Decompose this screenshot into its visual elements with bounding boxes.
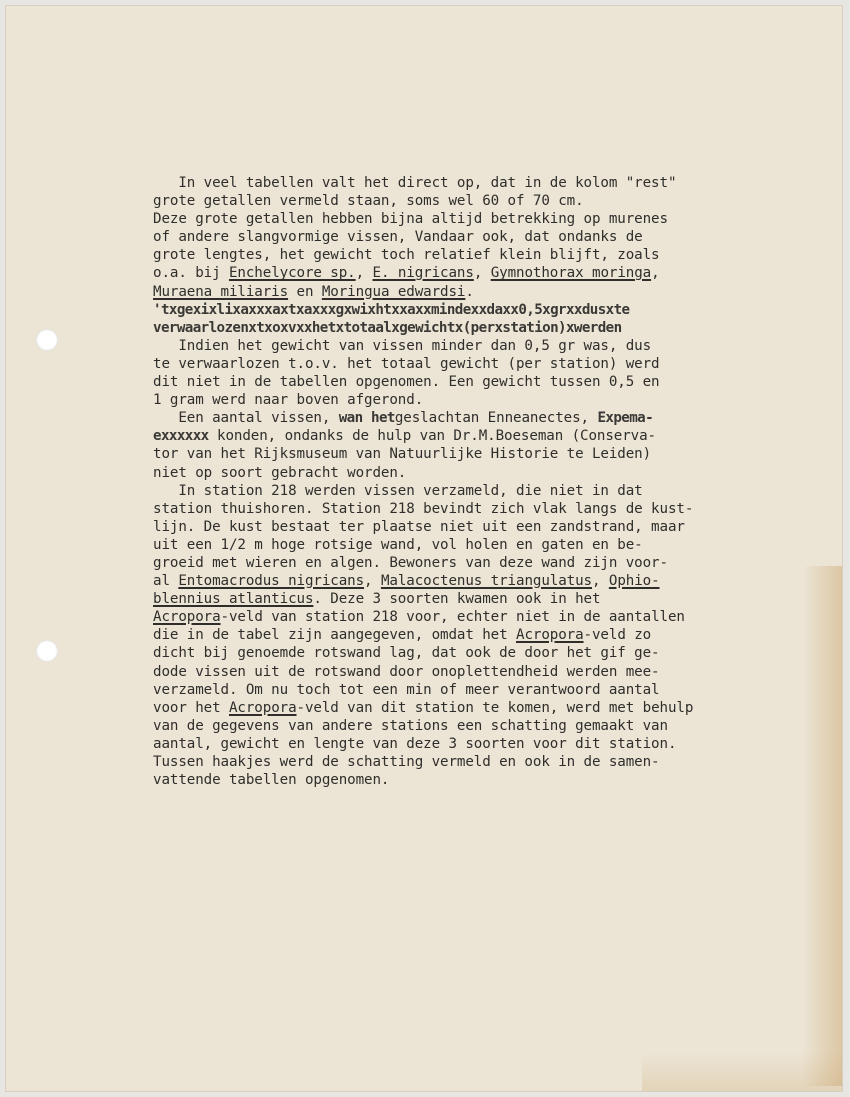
text-segment: van de gegevens van andere stations een schatting gemaakt van [153, 717, 668, 734]
typewritten-text [153, 174, 813, 789]
text-segment: In veel tabellen valt het direct op, dat in de kolom "rest" [153, 175, 677, 191]
text-line [153, 464, 813, 482]
text-line [153, 228, 813, 246]
text-line [153, 210, 813, 228]
text-line [153, 409, 813, 427]
text-line [153, 771, 813, 789]
text-line [153, 518, 813, 536]
text-line [153, 301, 813, 319]
text-segment: grote lengtes, het gewicht toch relatief klein blijft, zoals [153, 247, 660, 264]
text-segment: aantal, gewicht en lengte van deze 3 soorten voor dit station. [153, 735, 677, 752]
text-segment: lijn. De kust bestaat ter plaatse niet uit een zandstrand, maar [153, 518, 685, 535]
text-segment: , [651, 265, 660, 282]
text-segment: dode vissen uit de rotswand door onoplettendheid werden mee- [153, 663, 660, 680]
text-segment: Een aantal vissen, [153, 410, 339, 427]
struck-out-text: verwaarlozenxtxoxvxxhetxtotaalxgewichtx(perxstation)xwerden [153, 319, 622, 336]
text-line [153, 717, 813, 735]
text-segment: voor het [153, 699, 229, 716]
text-line [153, 427, 813, 445]
text-line [153, 500, 813, 518]
text-segment: vattende tabellen opgenomen. [153, 772, 390, 789]
text-segment: -veld van station 218 voor, echter niet in de aantallen [220, 609, 685, 626]
text-line [153, 319, 813, 337]
species-name: blennius atlanticus [153, 591, 314, 608]
text-segment: geslachtan Enneanectes, [394, 410, 598, 427]
text-segment: al [153, 573, 179, 590]
text-segment: , [591, 573, 609, 590]
text-line [153, 554, 813, 572]
text-segment: dicht bij genoemde rotswand lag, dat ook de door het gif ge- [153, 645, 660, 662]
text-segment: -veld van dit station te komen, werd met behulp [296, 699, 694, 716]
species-name: Enchelycore sp. [228, 265, 356, 282]
text-line [153, 536, 813, 554]
text-segment: of andere slangvormige vissen, Vandaar ook, dat ondanks de [153, 229, 643, 246]
text-segment: In station 218 werden vissen verzameld, die niet in dat [153, 482, 643, 499]
struck-out-text: Expema- [597, 410, 654, 427]
text-segment: en [288, 283, 322, 300]
text-segment: station thuishoren. Station 218 bevindt zich vlak langs de kust- [153, 500, 694, 517]
text-line [153, 355, 813, 373]
text-line [153, 337, 813, 355]
text-line [153, 663, 813, 681]
paper-stain-bottom [642, 1051, 842, 1091]
text-segment: . Deze 3 soorten kwamen ook in het [313, 591, 601, 608]
text-segment: , [473, 265, 491, 282]
text-segment: , [355, 265, 373, 282]
text-segment: grote getallen vermeld staan, soms wel 60 of 70 cm. [153, 193, 584, 210]
text-segment: groeid met wieren en algen. Bewoners van deze wand zijn voor- [153, 554, 668, 571]
text-segment: die in de tabel zijn aangegeven, omdat het [153, 627, 516, 644]
text-line [153, 373, 813, 391]
text-line [153, 644, 813, 662]
struck-out-text: 'txgexixlixaxxxaxtxaxxxgxwixhtxxaxxmindexxdaxx0,5xgrxxdusxte [153, 301, 630, 318]
text-line [153, 608, 813, 626]
text-line [153, 174, 813, 192]
struck-out-text: wan [338, 410, 363, 427]
species-name: Malacoctenus triangulatus [380, 573, 592, 590]
text-line [153, 192, 813, 210]
text-line [153, 246, 813, 264]
species-name: E. nigricans [372, 265, 474, 282]
species-name: Acropora [516, 627, 584, 644]
text-line [153, 445, 813, 463]
punch-hole-top [36, 329, 58, 351]
species-name: Entomacrodus nigricans [178, 573, 365, 590]
text-line [153, 572, 813, 590]
document-page [6, 6, 842, 1091]
text-segment: o.a. bij [153, 265, 229, 282]
text-line [153, 699, 813, 717]
struck-out-text: het [371, 410, 395, 427]
text-segment: -veld zo [583, 627, 652, 644]
species-name: Moringua edwardsi [321, 283, 466, 300]
text-segment: niet op soort gebracht worden. [153, 464, 407, 481]
text-line [153, 590, 813, 608]
species-name: Muraena miliaris [153, 283, 289, 300]
species-name: Acropora [228, 699, 297, 716]
text-segment: Tussen haakjes werd de schatting vermeld en ook in de samen- [153, 754, 660, 770]
text-segment: uit een 1/2 m hoge rotsige wand, vol holen en gaten en be- [153, 536, 643, 553]
text-segment: 1 gram werd naar boven afgerond. [153, 392, 424, 409]
text-line [153, 681, 813, 699]
text-line [153, 735, 813, 753]
text-segment: , [364, 573, 381, 590]
text-segment: verzameld. Om nu toch tot een min of meer verantwoord aantal [153, 681, 660, 698]
text-segment: te verwaarlozen t.o.v. het totaal gewicht (per station) werd [153, 355, 660, 372]
text-segment: . [465, 283, 474, 300]
punch-hole-bottom [36, 640, 58, 662]
text-segment [363, 410, 371, 426]
text-line [153, 283, 813, 301]
text-line [153, 482, 813, 500]
text-segment: Indien het gewicht van vissen minder dan 0,5 gr was, dus [153, 337, 652, 354]
species-name: Acropora [153, 609, 221, 626]
struck-out-text: exxxxxx [153, 428, 209, 445]
species-name: Ophio- [608, 573, 660, 590]
species-name: Gymnothorax moringa [490, 265, 652, 282]
text-line [153, 753, 813, 771]
text-line [153, 264, 813, 282]
text-segment: Deze grote getallen hebben bijna altijd betrekking op murenes [153, 211, 668, 228]
text-segment: tor van het Rijksmuseum van Natuurlijke Historie te Leiden) [153, 446, 652, 463]
text-segment: dit niet in de tabellen opgenomen. Een gewicht tussen 0,5 en [153, 374, 660, 391]
text-line [153, 391, 813, 409]
text-line [153, 626, 813, 644]
text-segment: konden, ondanks de hulp van Dr.M.Boeseman (Conserva- [208, 428, 656, 445]
